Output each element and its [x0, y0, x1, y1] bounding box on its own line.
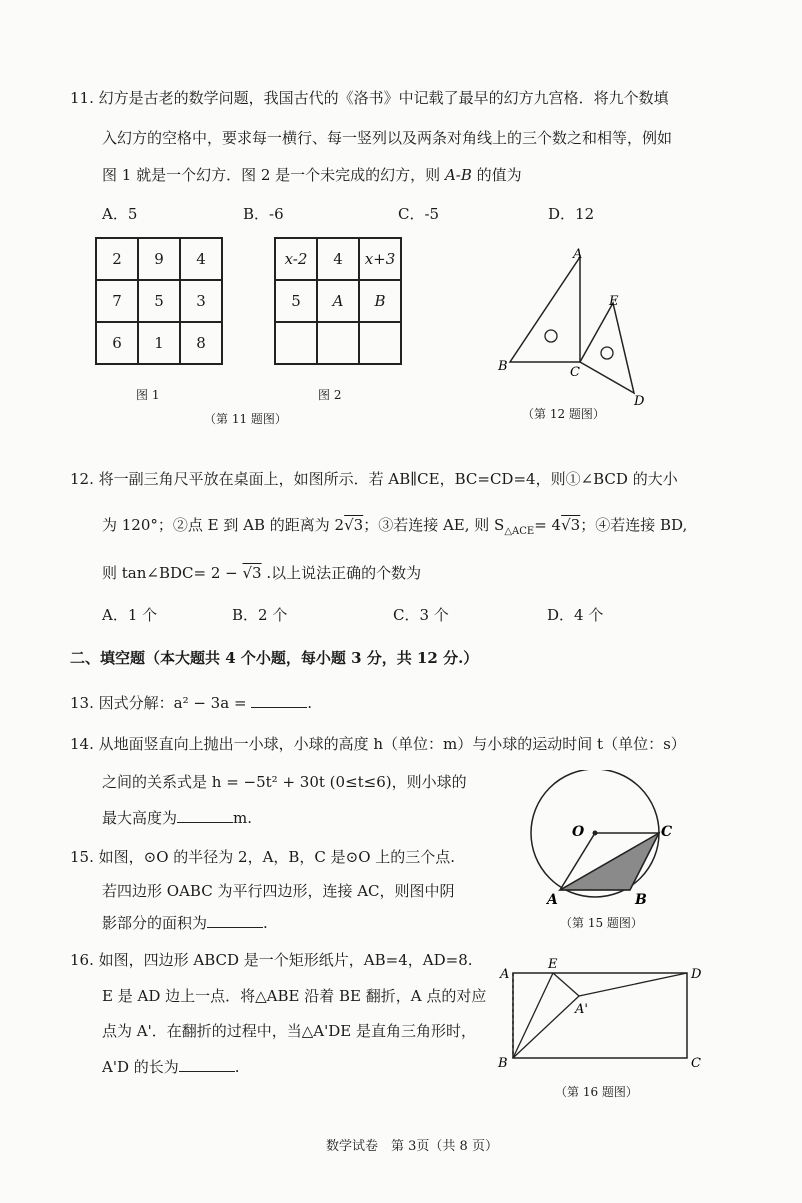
- q12-option-c: C．3 个: [393, 606, 449, 624]
- segment-a1d: [579, 973, 687, 996]
- label-c: C: [661, 824, 673, 840]
- label-d: D: [634, 394, 645, 409]
- grid2-cell: A: [317, 280, 359, 322]
- q11-line1: 11. 幻方是古老的数学问题，我国古代的《洛书》中记载了最早的幻方九宫格．将九个数填: [70, 89, 669, 107]
- label-d: D: [691, 967, 702, 982]
- grid1-cell: 7: [96, 280, 138, 322]
- q15-line3: [102, 913, 268, 933]
- small-set-square: [580, 303, 634, 393]
- rectangle-abcd: [513, 973, 687, 1058]
- label-e: E: [548, 957, 558, 972]
- grid1-cell: 4: [180, 238, 222, 280]
- label-b: B: [498, 359, 508, 374]
- q15-line2: 若四边形 OABC 为平行四边形，连接 AC，则图中阴: [102, 882, 455, 900]
- q12-caption: （第 12 题图）: [522, 407, 605, 421]
- grid1-cell: 5: [138, 280, 180, 322]
- grid2-cell: 4: [317, 238, 359, 280]
- label-a: A: [500, 967, 510, 982]
- label-b: B: [498, 1056, 508, 1071]
- grid1-cell: 2: [96, 238, 138, 280]
- q12-option-d: D．4 个: [547, 606, 604, 624]
- grid2-cell: 5: [275, 280, 317, 322]
- q15-caption: （第 15 题图）: [560, 916, 643, 930]
- grid1-cell: 9: [138, 238, 180, 280]
- magic-square-figure-2: [274, 237, 402, 365]
- q12-line2-a: 为 120°；②点 E 到 AB 的距离为 2: [102, 516, 345, 534]
- large-set-square: [510, 257, 580, 362]
- grid2-cell: [359, 322, 401, 364]
- segment-ea1: [553, 973, 579, 996]
- q15-line3-b: .: [263, 914, 268, 932]
- q16-line4-b: .: [234, 1058, 240, 1076]
- grid1-cell: 1: [138, 322, 180, 364]
- q12-line2-radical-2: √3: [561, 516, 581, 534]
- q13-text: 13. 因式分解：a² − 3a =: [70, 694, 252, 712]
- label-o: O: [572, 824, 585, 840]
- grid2-cell: B: [359, 280, 401, 322]
- figure-2-label: 图 2: [318, 388, 342, 402]
- grid2-cell: x+3: [359, 238, 401, 280]
- q11-option-b: B．-6: [243, 205, 284, 223]
- label-a: A: [573, 247, 583, 262]
- q12-line1: 12. 将一副三角尺平放在桌面上，如图所示．若 AB∥CE，BC=CD=4，则①∠BCD 的大小: [70, 470, 678, 488]
- magic-square-figure-1: [95, 237, 223, 365]
- grid2-cell: x-2: [275, 238, 317, 280]
- q11-option-d: D．12: [548, 205, 595, 223]
- q12-option-b: B．2 个: [232, 606, 288, 624]
- q11-option-c: C．-5: [398, 205, 440, 223]
- label-a-prime: A': [575, 1002, 588, 1017]
- q11-line3: [102, 165, 522, 185]
- q15-answer-blank: [207, 913, 263, 928]
- set-square-hole: [601, 347, 613, 359]
- q11-line3-expr: A-B: [444, 166, 472, 184]
- q15-line3-a: 影部分的面积为: [102, 914, 208, 932]
- q12-line3-b: .以上说法正确的个数为: [261, 564, 422, 582]
- label-c: C: [570, 365, 580, 380]
- q12-line2-b: ；③若连接 AE, 则 S: [363, 516, 505, 534]
- q15-circle-figure: [525, 770, 685, 910]
- q11-line3-text-b: 的值为: [471, 166, 522, 184]
- segment-ba1: [513, 996, 579, 1058]
- page-footer: 数学试卷 第 3页（共 8 页）: [326, 1139, 498, 1154]
- figure-1-label: 图 1: [136, 388, 160, 402]
- q13-answer-blank: [251, 693, 307, 708]
- q16-line4: [102, 1057, 240, 1077]
- q12-line3-a: 则 tan∠BDC= 2 −: [102, 564, 243, 582]
- q13-end: .: [307, 694, 313, 712]
- q14-line3-b: m.: [233, 809, 253, 827]
- q13-line: [70, 693, 312, 713]
- q16-rectangle-figure: [495, 955, 705, 1075]
- q11-line3-text-a: 图 1 就是一个幻方．图 2 是一个未完成的幻方，则: [102, 166, 445, 184]
- segment-be: [513, 973, 553, 1058]
- label-c: C: [691, 1056, 701, 1071]
- q14-line2: 之间的关系式是 h = −5t² + 30t (0≤t≤6)，则小球的: [102, 773, 467, 791]
- q16-answer-blank: [179, 1057, 235, 1072]
- section-heading-fill-in: 二、填空题（本大题共 4 个小题，每小题 3 分，共 12 分.）: [70, 649, 479, 667]
- q11-line2: 入幻方的空格中，要求每一横行、每一竖列以及两条对角线上的三个数之和相等，例如: [102, 129, 673, 147]
- q12-line2: [102, 515, 687, 542]
- q12-triangle-rulers-figure: [495, 245, 655, 410]
- q12-line3-radical: √3: [242, 564, 262, 582]
- grid2-cell: [275, 322, 317, 364]
- q12-line2-subscript: △ACE: [504, 526, 535, 537]
- q14-line3-a: 最大高度为: [102, 809, 178, 827]
- q12-line2-c: = 4: [534, 516, 562, 534]
- q16-line2: E 是 AD 边上一点．将△ABE 沿着 BE 翻折，A 点的对应: [102, 987, 487, 1005]
- label-a: A: [547, 892, 558, 908]
- q16-line1: 16. 如图，四边形 ABCD 是一个矩形纸片，AB=4，AD=8.: [70, 951, 473, 969]
- q16-line4-a: A'D 的长为: [102, 1058, 179, 1076]
- label-b: B: [635, 892, 647, 908]
- q12-line3: [102, 563, 421, 583]
- grid1-cell: 3: [180, 280, 222, 322]
- q15-line1: 15. 如图，⊙O 的半径为 2，A，B，C 是⊙O 上的三个点.: [70, 848, 456, 866]
- grid1-cell: 6: [96, 322, 138, 364]
- q12-option-a: A．1 个: [102, 606, 158, 624]
- q12-line2-radical-1: √3: [344, 516, 364, 534]
- q11-caption: （第 11 题图）: [204, 412, 287, 426]
- q14-line1: 14. 从地面竖直向上抛出一小球，小球的高度 h（单位：m）与小球的运动时间 t（单位：s）: [70, 735, 686, 753]
- q14-answer-blank: [177, 808, 233, 823]
- grid1-cell: 8: [180, 322, 222, 364]
- q14-line3: [102, 808, 252, 828]
- center-point: [593, 831, 598, 836]
- q12-line2-d: ；④若连接 BD,: [580, 516, 688, 534]
- q11-option-a: A．5: [102, 205, 138, 223]
- grid2-cell: [317, 322, 359, 364]
- set-square-hole: [545, 330, 557, 342]
- label-e: E: [609, 294, 619, 309]
- q16-caption: （第 16 题图）: [555, 1085, 638, 1099]
- q16-line3: 点为 A'．在翻折的过程中，当△A'DE 是直角三角形时，: [102, 1022, 476, 1040]
